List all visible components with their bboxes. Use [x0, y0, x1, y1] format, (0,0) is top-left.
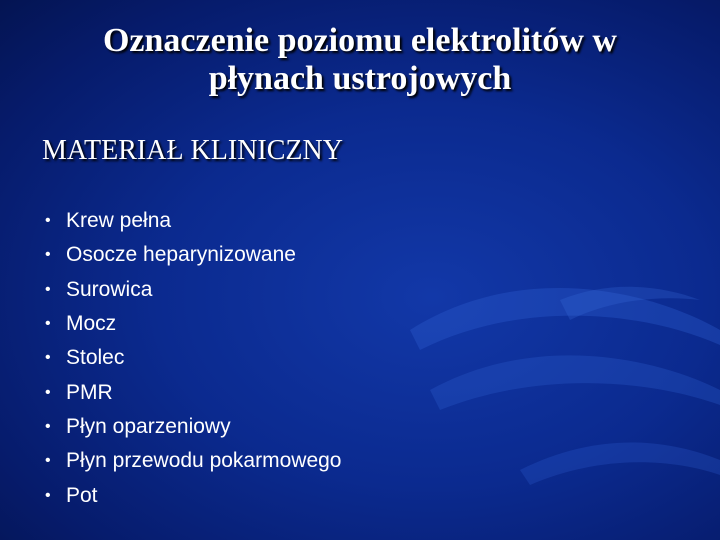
- bullet-icon: •: [45, 417, 51, 435]
- bullet-icon: •: [45, 486, 51, 504]
- bullet-icon: •: [45, 315, 51, 333]
- list-item: [45, 273, 341, 307]
- bullet-icon: •: [45, 349, 51, 367]
- list-item: [45, 444, 341, 478]
- list-item: [45, 204, 341, 238]
- list-item-text: Pot: [66, 483, 98, 507]
- list-item: [45, 375, 341, 409]
- list-item: [45, 307, 341, 341]
- list-item: [45, 410, 341, 444]
- list-item-text: PMR: [66, 380, 113, 404]
- list-item: [45, 238, 341, 272]
- list-item-text: Osocze heparynizowane: [66, 243, 296, 267]
- slide-title: [20, 22, 700, 98]
- list-item-text: Płyn przewodu pokarmowego: [66, 449, 342, 473]
- bullet-icon: •: [45, 383, 51, 401]
- slide-title-line-2: płynach ustrojowych: [208, 60, 512, 97]
- list-item-text: Płyn oparzeniowy: [66, 414, 231, 438]
- bullet-icon: •: [45, 212, 51, 230]
- bullet-icon: •: [45, 452, 51, 470]
- list-item-text: Stolec: [66, 346, 125, 370]
- list-item: [45, 478, 341, 512]
- section-heading: MATERIAŁ KLINICZNY: [42, 135, 343, 166]
- bullet-icon: •: [45, 280, 51, 298]
- list-item-text: Mocz: [66, 312, 117, 336]
- bullet-icon: •: [45, 246, 51, 264]
- bullet-list: [45, 204, 341, 513]
- slide-title-line-1: Oznaczenie poziomu elektrolitów w: [102, 22, 617, 59]
- list-item-text: Krew pełna: [66, 209, 172, 233]
- list-item: [45, 341, 341, 375]
- list-item-text: Surowica: [66, 277, 153, 301]
